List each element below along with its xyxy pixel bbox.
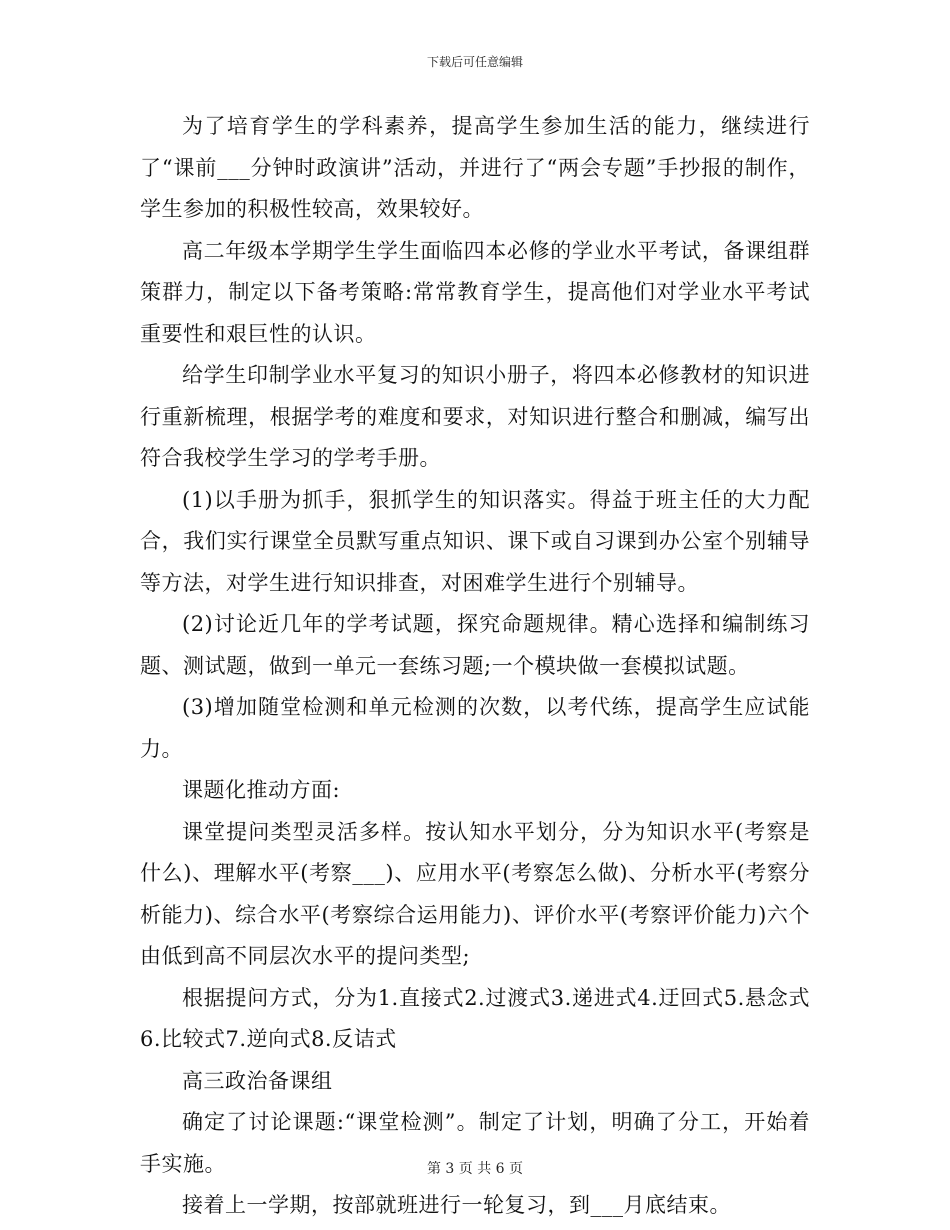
paragraph: 为了培育学生的学科素养，提高学生参加生活的能力，继续进行了“课前___分钟时政演讲”活动，并进行了“两会专题”手抄报的制作，学生参加的积极性较高，效果较好。: [140, 114, 810, 221]
section-heading: 课题化推动方面:: [182, 778, 341, 802]
paragraph: 确定了讨论课题:“课堂检测”。制定了计划，明确了分工，开始着手实施。: [140, 1110, 810, 1176]
paragraph: 课堂提问类型灵活多样。按认知水平划分，分为知识水平(考察是什么)、理解水平(考察___)、应用水平(考察怎么做)、分析水平(考察分析能力)、综合水平(考察综合运用能力)、评价水平(考察评价能力)六个由低到高不同层次水平的提问类型;: [140, 819, 810, 968]
paragraph: 接着上一学期，按部就班进行一轮复习，到___月底结束。: [182, 1193, 731, 1217]
paragraph: (2)讨论近几年的学考试题，探究命题规律。精心选择和编制练习题、测试题，做到一单元一套练习题;一个模块做一套模拟试题。: [140, 612, 810, 678]
paragraph: 给学生印制学业水平复习的知识小册子，将四本必修教材的知识进行重新梳理，根据学考的难度和要求，对知识进行整合和删减，编写出符合我校学生学习的学考手册。: [140, 363, 810, 470]
document-body: [140, 106, 810, 1227]
paragraph: 高二年级本学期学生学生面临四本必修的学业水平考试，备课组群策群力，制定以下备考策略:常常教育学生，提高他们对学业水平考试重要性和艰巨性的认识。: [140, 238, 810, 346]
section-heading: 高三政治备课组: [182, 1068, 333, 1093]
paragraph: (1)以手册为抓手，狠抓学生的知识落实。得益于班主任的大力配合，我们实行课堂全员默写重点知识、课下或自习课到办公室个别辅导等方法，对学生进行知识排查，对困难学生进行个别辅导。: [140, 487, 810, 595]
page-footer: 第 3 页 共 6 页: [426, 1161, 524, 1177]
paragraph: (3)增加随堂检测和单元检测的次数，以考代练，提高学生应试能力。: [140, 695, 810, 761]
paragraph: 根据提问方式，分为1.直接式2.过渡式3.递进式4.迂回式5.悬念式6.比较式7.逆向式8.反诘式: [140, 985, 810, 1051]
page-header: 下载后可任意编辑: [426, 55, 523, 69]
